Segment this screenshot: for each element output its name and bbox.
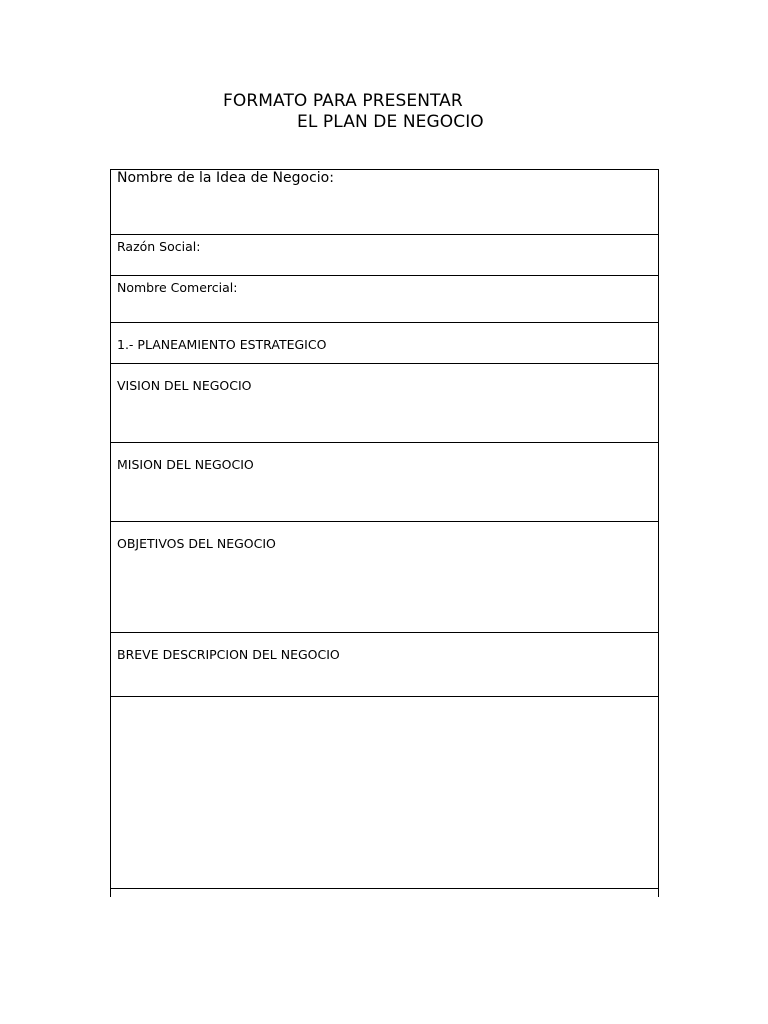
idea-name-label: Nombre de la Idea de Negocio: <box>117 170 334 186</box>
document-title-line-2: EL PLAN DE NEGOCIO <box>297 112 484 132</box>
vision-label: VISION DEL NEGOCIO <box>117 378 252 393</box>
idea-name-row[interactable] <box>111 170 658 235</box>
razon-social-label: Razón Social: <box>117 239 201 254</box>
breve-descripcion-row <box>111 633 658 697</box>
next-section-row <box>111 889 658 897</box>
nombre-comercial-label: Nombre Comercial: <box>117 280 238 295</box>
mision-label: MISION DEL NEGOCIO <box>117 457 254 472</box>
descripcion-field[interactable] <box>111 697 658 889</box>
planeamiento-estrategico-row <box>111 323 658 364</box>
razon-social-row[interactable] <box>111 235 658 276</box>
nombre-comercial-row[interactable] <box>111 276 658 323</box>
objetivos-row[interactable] <box>111 522 658 633</box>
business-plan-form-table <box>110 169 659 897</box>
mision-row[interactable] <box>111 443 658 522</box>
breve-descripcion-label: BREVE DESCRIPCION DEL NEGOCIO <box>117 647 340 662</box>
planeamiento-estrategico-heading: 1.- PLANEAMIENTO ESTRATEGICO <box>117 337 327 352</box>
objetivos-label: OBJETIVOS DEL NEGOCIO <box>117 536 276 551</box>
vision-row[interactable] <box>111 364 658 443</box>
document-title-line-1: FORMATO PARA PRESENTAR <box>223 91 463 111</box>
